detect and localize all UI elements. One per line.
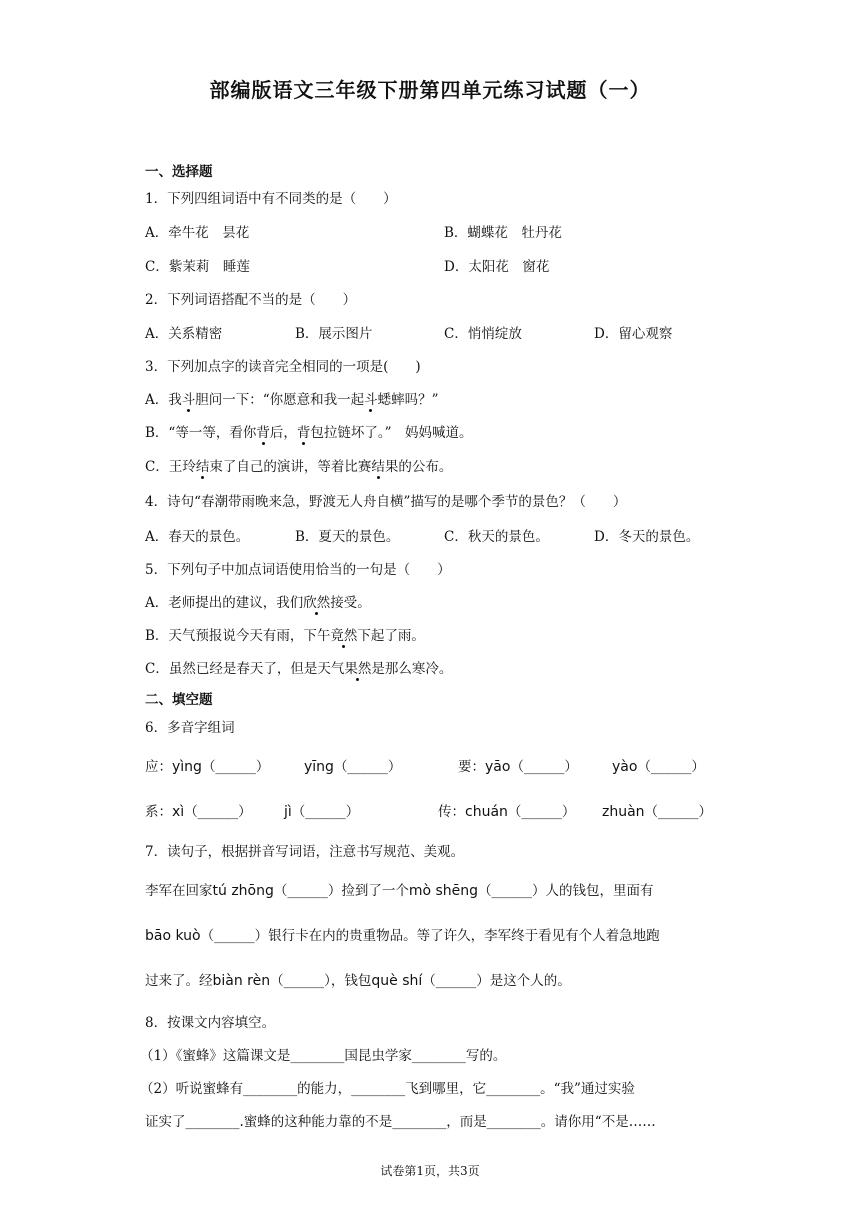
q7-l3-pinyin-2: què shí bbox=[371, 973, 423, 989]
q6-yao-pinyin-2: yào bbox=[612, 759, 638, 775]
q6-chuan-blank-2: （______） bbox=[644, 804, 713, 820]
q7-l2-text: （______）银行卡在内的贵重物品。等了许久，李军终于看见有个人着急地跑 bbox=[200, 928, 660, 944]
q3-a-text-3: 蟋蟀吗？” bbox=[377, 392, 439, 408]
q7-l3-text-a: 过来了。经 bbox=[145, 973, 213, 989]
q1-option-d: D．太阳花 窗花 bbox=[444, 259, 550, 275]
q3-b-dotted-char-1: 背 bbox=[256, 421, 270, 441]
q7-l1-pinyin-2: mò shēng bbox=[408, 883, 479, 899]
q5-c-text-1: C．虽然已经是春天了，但是天气 bbox=[145, 661, 345, 677]
question-8-stem: 8．按课文内容填空。 bbox=[145, 1015, 276, 1031]
q7-l3-pinyin-1: biàn rèn bbox=[212, 973, 271, 989]
q6-yao-group-2 bbox=[612, 755, 705, 775]
q7-l1-text-c: （______）人的钱包，里面有 bbox=[478, 883, 654, 899]
q3-a-dotted-char-1: 斗 bbox=[182, 388, 196, 408]
q6-yao-group bbox=[458, 755, 578, 775]
q3-a-text-1: A．我 bbox=[145, 392, 182, 408]
q6-xi-label: 系： bbox=[145, 804, 172, 820]
q5-b-dotted-word: 竟然 bbox=[330, 624, 357, 644]
q6-ying-blank-2: （______） bbox=[333, 759, 402, 775]
q6-ying-blank-1: （______） bbox=[201, 759, 270, 775]
q1-option-a: A．牵牛花 昙花 bbox=[145, 225, 250, 241]
page-footer: 试卷第1页，共3页 bbox=[380, 1164, 480, 1178]
page-title: 部编版语文三年级下册第四单元练习试题（一） bbox=[209, 78, 651, 102]
q6-ying-group bbox=[145, 755, 269, 775]
q3-c-text-1: C．王玲 bbox=[145, 459, 196, 475]
q6-chuan-blank-1: （______） bbox=[507, 804, 576, 820]
q5-a-dotted-word: 欣然 bbox=[303, 591, 330, 611]
q5-c-dotted-word: 果然 bbox=[344, 657, 371, 677]
q3-option-c bbox=[145, 455, 452, 475]
q5-b-text-1: B．天气预报说今天有雨，下午 bbox=[145, 628, 331, 644]
q6-yao-blank-1: （______） bbox=[510, 759, 578, 775]
q3-option-b bbox=[145, 421, 472, 441]
q3-c-dotted-char-1: 结 bbox=[196, 455, 210, 475]
q4-option-a: A．春天的景色。 bbox=[145, 529, 250, 545]
q7-line-1 bbox=[145, 879, 654, 899]
q6-xi-blank-2: （______） bbox=[291, 804, 360, 820]
q8-sub-2: （2）听说蜜蜂有________的能力，________飞到哪里，它________。“我”通过实验 bbox=[140, 1081, 635, 1097]
q7-l1-pinyin-1: tú zhōng bbox=[212, 883, 274, 899]
q3-b-dotted-char-2: 背 bbox=[297, 421, 311, 441]
q3-c-text-2: 束了自己的演讲，等着比赛 bbox=[209, 459, 372, 475]
q6-yao-pinyin-1: yāo bbox=[485, 759, 511, 775]
q6-yao-blank-2: （______） bbox=[637, 759, 705, 775]
q5-c-text-2: 是那么寒冷。 bbox=[371, 661, 453, 677]
q6-ying-pinyin-1: yìng bbox=[172, 759, 202, 775]
q7-l1-text-b: （______）捡到了一个 bbox=[273, 883, 409, 899]
q2-option-c: C．悄悄绽放 bbox=[444, 326, 522, 342]
q2-option-d: D．留心观察 bbox=[594, 326, 673, 342]
q5-option-b bbox=[145, 624, 425, 644]
q2-option-b: B．展示图片 bbox=[295, 326, 373, 342]
q4-option-b: B．夏天的景色。 bbox=[295, 529, 400, 545]
q3-b-text-2: 后， bbox=[269, 425, 297, 441]
q7-l2-pinyin: bāo kuò bbox=[145, 928, 201, 944]
q2-option-a: A．关系精密 bbox=[145, 326, 223, 342]
q6-chuan-pinyin-2: zhuàn bbox=[602, 804, 645, 820]
q6-chuan-group-2 bbox=[602, 800, 712, 820]
question-7-stem: 7．读句子，根据拼音写词语，注意书写规范、美观。 bbox=[145, 844, 465, 860]
question-5-stem: 5．下列句子中加点词语使用恰当的一句是（ ） bbox=[145, 562, 451, 578]
q3-a-text-2: 胆问一下：“你愿意和我一起 bbox=[195, 392, 365, 408]
q4-option-c: C．秋天的景色。 bbox=[444, 529, 549, 545]
q6-yao-label: 要： bbox=[458, 759, 485, 775]
q1-option-b: B．蝴蝶花 牡丹花 bbox=[444, 225, 562, 241]
q5-b-text-2: 下起了雨。 bbox=[357, 628, 425, 644]
question-1-stem: 1．下列四组词语中有不同类的是（ ） bbox=[145, 191, 397, 207]
q5-a-text-1: A．老师提出的建议，我们 bbox=[145, 595, 304, 611]
q5-option-c bbox=[145, 657, 452, 677]
q7-line-2 bbox=[145, 924, 660, 944]
q7-line-3 bbox=[145, 969, 571, 989]
q8-sub-2-cont: 证实了________.蜜蜂的这种能力靠的不是________，而是________。请你用“不是…… bbox=[145, 1114, 656, 1130]
q3-option-a bbox=[145, 388, 439, 408]
q6-ying-label: 应： bbox=[145, 759, 172, 775]
q3-c-text-3: 果的公布。 bbox=[384, 459, 453, 475]
q6-xi-blank-1: （______） bbox=[184, 804, 252, 820]
q6-ying-pinyin-2: yīng bbox=[304, 759, 334, 775]
q6-chuan-group bbox=[438, 800, 575, 820]
q4-option-d: D．冬天的景色。 bbox=[594, 529, 700, 545]
q7-l1-text-a: 李军在回家 bbox=[145, 883, 213, 899]
q3-b-text-3: 包拉链坏了。” 妈妈喊道。 bbox=[310, 425, 473, 441]
q6-xi-group-2 bbox=[284, 800, 359, 820]
question-4-stem: 4．诗句“春潮带雨晚来急，野渡无人舟自横”描写的是哪个季节的景色？（ ） bbox=[145, 494, 627, 510]
q8-sub-1: （1）《蜜蜂》这篇课文是________国昆虫学家________写的。 bbox=[140, 1048, 507, 1064]
q6-xi-group bbox=[145, 800, 252, 820]
q6-chuan-label: 传： bbox=[438, 804, 465, 820]
q7-l3-text-b: （______），钱包 bbox=[270, 973, 372, 989]
q6-xi-pinyin-2: jì bbox=[284, 804, 292, 820]
q1-option-c: C．紫茉莉 睡莲 bbox=[145, 259, 250, 275]
q7-l3-text-c: （______）是这个人的。 bbox=[422, 973, 571, 989]
q6-xi-pinyin-1: xì bbox=[172, 804, 185, 820]
q5-option-a bbox=[145, 591, 371, 611]
question-3-stem: 3．下列加点字的读音完全相同的一项是( ) bbox=[145, 359, 421, 375]
section-fill-heading: 二、填空题 bbox=[145, 692, 213, 708]
section-choice-heading: 一、选择题 bbox=[145, 164, 213, 180]
q3-b-text-1: B．“等一等，看你 bbox=[145, 425, 257, 441]
q6-chuan-pinyin-1: chuán bbox=[465, 804, 508, 820]
question-6-stem: 6．多音字组词 bbox=[145, 720, 235, 736]
question-2-stem: 2．下列词语搭配不当的是（ ） bbox=[145, 292, 357, 308]
q3-a-dotted-char-2: 斗 bbox=[364, 388, 378, 408]
q5-a-text-2: 接受。 bbox=[330, 595, 371, 611]
q3-c-dotted-char-2: 结 bbox=[371, 455, 385, 475]
q6-ying-group-2 bbox=[304, 755, 401, 775]
